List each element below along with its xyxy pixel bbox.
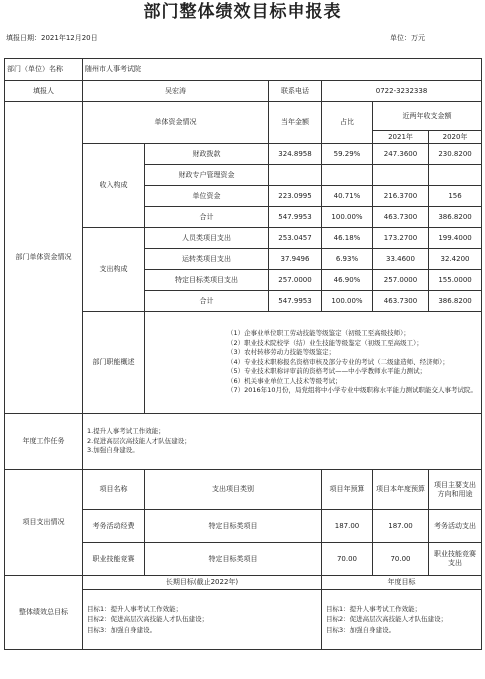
income-ratio: [322, 165, 373, 186]
goals-long-list: [83, 590, 322, 650]
expense-current: 37.9496: [269, 249, 322, 270]
projects-header-row: [5, 470, 482, 510]
duty-item: （4）专业技术职称报名资格审核及部分专业的考试（二级建造师、经济师）；: [227, 357, 449, 366]
dept-label: 部门（单位）名称: [5, 59, 83, 81]
expense-name: 人员类项目支出: [145, 228, 269, 249]
funds-header-2020: 2020年: [429, 131, 482, 144]
projects-header-name: 项目名称: [83, 470, 145, 510]
projects-header-year-budget: 项目本年度预算: [373, 470, 429, 510]
expense-ratio: 46.90%: [322, 270, 373, 291]
income-2021: 247.3600: [373, 144, 429, 165]
goal-item: 目标1：提升人事考试工作效能；: [87, 604, 183, 613]
fill-date: [6, 33, 98, 43]
expense-current: 257.0000: [269, 270, 322, 291]
goal-item: 目标3：加强自身建设。: [87, 625, 157, 634]
income-2021: [373, 165, 429, 186]
income-name: 财政拨款: [145, 144, 269, 165]
expense-2021: 173.2700: [373, 228, 429, 249]
performance-table: [4, 58, 482, 650]
tasks-label: 年度工作任务: [5, 414, 83, 470]
income-current: 324.8958: [269, 144, 322, 165]
income-name: 财政专户管理资金: [145, 165, 269, 186]
project-name: 考务活动经费: [83, 510, 145, 543]
filler-value: 吴宏涛: [83, 81, 269, 102]
expense-2020: 199.4000: [429, 228, 482, 249]
tasks-list: [83, 414, 482, 470]
goals-long-header: 长期目标(截止2022年): [83, 576, 322, 590]
project-year-budget: 70.00: [373, 543, 429, 576]
duties-list: [145, 312, 482, 414]
expense-ratio: 6.93%: [322, 249, 373, 270]
expense-2020: 386.8200: [429, 291, 482, 312]
dept-row: [5, 59, 482, 81]
income-2020: 156: [429, 186, 482, 207]
goals-header-row: [5, 576, 482, 590]
fill-date-value: 2021年12月20日: [41, 34, 98, 42]
expense-2021: 257.0000: [373, 270, 429, 291]
duty-item: （7）2016年10月份，局党组将中小学专业中级职称水平能力测试职能交人事考试院。: [227, 386, 477, 395]
unit-label: 单位：万元: [390, 34, 425, 42]
expense-ratio: 46.18%: [322, 228, 373, 249]
expense-name: 运转类项目支出: [145, 249, 269, 270]
duty-item: （1）企事业单位职工劳动技能等级鉴定（初级工至高级技师）；: [227, 328, 410, 337]
duty-item: （5）专业技术职称评审前的资格考试——中小学教师水平能力测试；: [227, 367, 427, 376]
expense-2021: 33.4600: [373, 249, 429, 270]
funds-header-recent: 近两年收支金额: [373, 102, 482, 131]
dept-value: 随州市人事考试院: [83, 59, 482, 81]
income-current: 547.9953: [269, 207, 322, 228]
phone-label: 联系电话: [269, 81, 322, 102]
income-2020: 230.8200: [429, 144, 482, 165]
project-name: 职业技能竞赛: [83, 543, 145, 576]
expense-current: 253.0457: [269, 228, 322, 249]
funds-header-item: 单体资金情况: [83, 102, 269, 144]
task-item: 1.提升人事考试工作效能；: [87, 427, 165, 436]
project-usage: 考务活动支出: [429, 510, 482, 543]
project-type: 特定目标类项目: [145, 543, 322, 576]
duty-item: （3）农村转移劳动力技能等级鉴定；: [227, 348, 336, 357]
expense-2021: 463.7300: [373, 291, 429, 312]
expense-2020: 155.0000: [429, 270, 482, 291]
projects-header-usage: 项目主要支出方向和用途: [429, 470, 482, 510]
income-label: 收入构成: [83, 144, 145, 228]
expense-label: 支出构成: [83, 228, 145, 312]
expense-2020: 32.4200: [429, 249, 482, 270]
funds-header-ratio: 占比: [322, 102, 373, 144]
goals-annual-list: [322, 590, 482, 650]
income-current: 223.0995: [269, 186, 322, 207]
income-ratio: 40.71%: [322, 186, 373, 207]
income-ratio: 100.00%: [322, 207, 373, 228]
income-name: 合计: [145, 207, 269, 228]
income-2020: [429, 165, 482, 186]
goals-label: 整体绩效总目标: [5, 576, 83, 650]
duty-item: （6）机关事业单位工人技术等级考试；: [227, 376, 342, 385]
task-item: 2.促进高层次高技能人才队伍建设；: [87, 436, 191, 445]
expense-name: 合计: [145, 291, 269, 312]
income-2021: 216.3700: [373, 186, 429, 207]
project-year-budget: 187.00: [373, 510, 429, 543]
duty-item: （2）职业技术院校学（结）业生技能等级鉴定（初级工至高级工）；: [227, 338, 423, 347]
project-budget: 187.00: [322, 510, 373, 543]
goal-item: 目标1：提升人事考试工作效能；: [326, 604, 422, 613]
project-usage: 职业技能竞赛支出: [429, 543, 482, 576]
income-current: [269, 165, 322, 186]
funds-header-row: [5, 102, 482, 131]
goal-item: 目标2：促进高层次高技能人才队伍建设；: [87, 615, 209, 624]
filler-label: 填报人: [5, 81, 83, 102]
expense-name: 特定目标类项目支出: [145, 270, 269, 291]
duties-label: 部门职能概述: [83, 312, 145, 414]
projects-label: 项目支出情况: [5, 470, 83, 576]
income-2021: 463.7300: [373, 207, 429, 228]
expense-ratio: 100.00%: [322, 291, 373, 312]
goal-item: 目标2：促进高层次高技能人才队伍建设；: [326, 615, 448, 624]
fill-date-label: 填报日期：: [6, 34, 41, 42]
goal-item: 目标3：加强自身建设。: [326, 625, 396, 634]
project-budget: 70.00: [322, 543, 373, 576]
page-title: 部门整体绩效目标申报表: [143, 2, 342, 22]
goals-annual-header: 年度目标: [322, 576, 482, 590]
phone-value: 0722-3232338: [322, 81, 482, 102]
projects-header-type: 支出项目类别: [145, 470, 322, 510]
project-type: 特定目标类项目: [145, 510, 322, 543]
expense-current: 547.9953: [269, 291, 322, 312]
filler-row: [5, 81, 482, 102]
income-name: 单位资金: [145, 186, 269, 207]
income-2020: 386.8200: [429, 207, 482, 228]
income-ratio: 59.29%: [322, 144, 373, 165]
funds-header-2021: 2021年: [373, 131, 429, 144]
task-item: 3.加强自身建设。: [87, 446, 139, 455]
projects-header-budget: 项目年预算: [322, 470, 373, 510]
tasks-row: [5, 414, 482, 470]
funds-header-current: 当年金额: [269, 102, 322, 144]
funds-section-label: 部门单体资金情况: [5, 102, 83, 414]
